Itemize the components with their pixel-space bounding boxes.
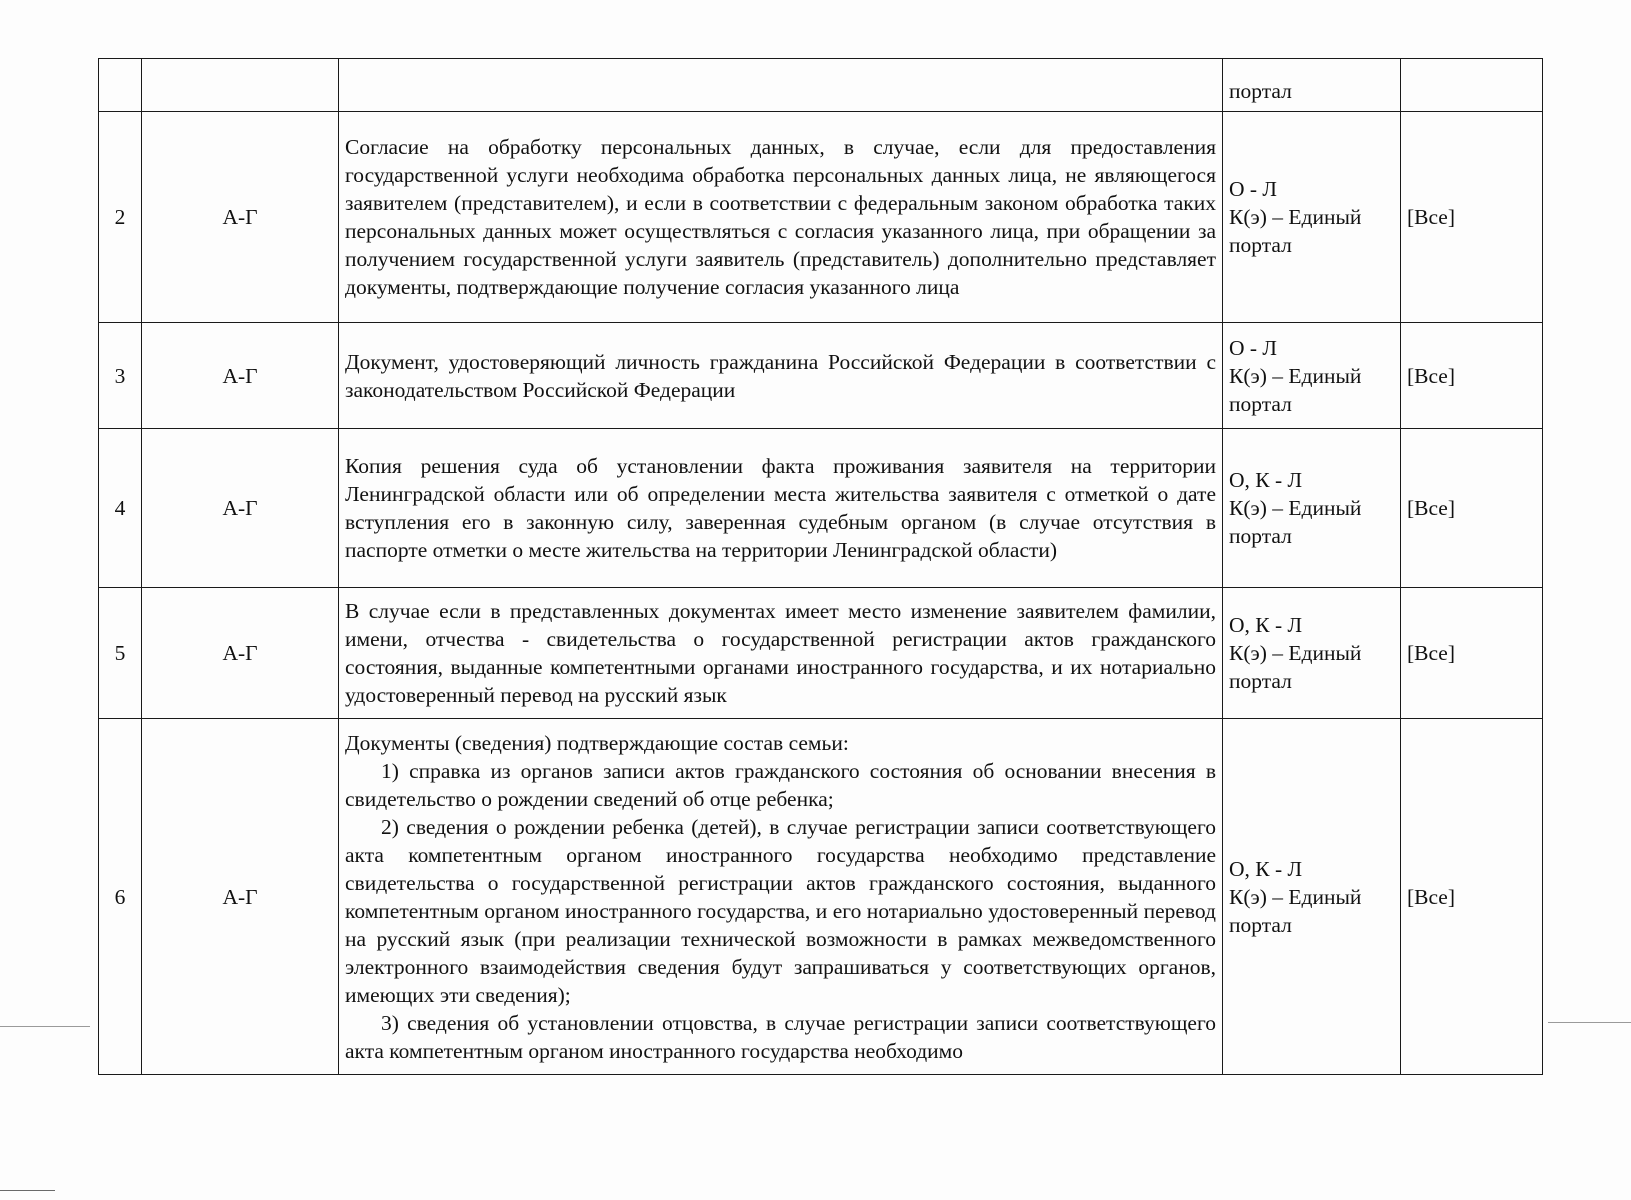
submission-form-cell: [1223, 323, 1401, 429]
recipients-cell: [Все]: [1401, 588, 1543, 719]
applicant-category-cell: [142, 59, 339, 112]
submission-form-line: О - Л: [1229, 335, 1278, 360]
submission-form-line: портал: [1229, 912, 1292, 937]
scan-artifact-line: [1548, 1022, 1631, 1023]
submission-form-line: портал: [1229, 79, 1292, 103]
document-description-cell: В случае если в представленных документах имеет место изменение заявителем фамилии, имени, отчества - свидетельства о государственной регистрации актов гражданского состояния, выданные компетентными органами иностранного государства, и их нотариально удостоверенный перевод на русский язык: [339, 588, 1223, 719]
submission-form-line: портал: [1229, 233, 1292, 257]
submission-form-cell: [1223, 59, 1401, 112]
applicant-category-cell: А-Г: [142, 719, 339, 1075]
submission-form-line: К(э) – Единый: [1229, 496, 1362, 520]
submission-form-line: О - Л: [1229, 177, 1278, 201]
submission-form-line: портал: [1229, 391, 1292, 416]
row-number-cell: 5: [99, 588, 142, 719]
description-intro: Документы (сведения) подтверждающие состав семьи:: [345, 730, 849, 755]
row-number-cell: [99, 59, 142, 112]
document-description-cell: Согласие на обработку персональных данных, в случае, если для предоставления государственной услуги необходима обработка персональных данных лица, не являющегося заявителем (представителем), и если в соответствии с федеральным законом обработка таких персональных данных может осуществляться с согласия указанного лица, при обращении за получением государственной услуги заявитель (представитель) дополнительно представляет документы, подтверждающие получение согласия указанного лица: [339, 112, 1223, 323]
document-description-cell: Документ, удостоверяющий личность гражданина Российской Федерации в соответствии с законодательством Российской Федерации: [339, 323, 1223, 429]
applicant-category-cell: А-Г: [142, 588, 339, 719]
submission-form-line: О, К - Л: [1229, 613, 1303, 637]
document-description-cell: [339, 59, 1223, 112]
table-row: [99, 719, 1543, 1075]
submission-form-line: портал: [1229, 524, 1292, 548]
scan-artifact-line: [0, 1026, 90, 1027]
submission-form-cell: [1223, 112, 1401, 323]
applicant-category-cell: А-Г: [142, 323, 339, 429]
table-row: [99, 429, 1543, 588]
recipients-cell: [Все]: [1401, 112, 1543, 323]
scan-artifact-line: [0, 1190, 55, 1191]
row-number-cell: 3: [99, 323, 142, 429]
submission-form-cell: [1223, 588, 1401, 719]
row-number-cell: 4: [99, 429, 142, 588]
table-row-continuation: [99, 59, 1543, 112]
submission-form-line: О, К - Л: [1229, 468, 1303, 492]
recipients-cell: [Все]: [1401, 429, 1543, 588]
submission-form-line: К(э) – Единый: [1229, 641, 1362, 665]
applicant-category-cell: А-Г: [142, 429, 339, 588]
description-list-item: 2) сведения о рождении ребенка (детей), в случае регистрации записи соответствующего акта компетентным органом иностранного государства необходимо представление свидетельства о государственной регистрации актов гражданского состояния, выданного компетентным органом иностранного государства, и его нотариально удостоверенный перевод на русский язык (при реализации технической возможности в рамках межведомственного электронного взаимодействия сведения будут запрашиваться у соответствующих органов, имеющих эти сведения);: [345, 814, 1216, 1007]
description-list-item: 3) сведения об установлении отцовства, в случае регистрации записи соответствующего акта компетентным органом иностранного государства необходимо: [345, 1010, 1216, 1063]
recipients-cell: [Все]: [1401, 719, 1543, 1075]
submission-form-cell: [1223, 429, 1401, 588]
description-list-item: 1) справка из органов записи актов гражданского состояния об основании внесения в свидетельство о рождении сведений об отце ребенка;: [345, 758, 1216, 811]
row-number-cell: 6: [99, 719, 142, 1075]
submission-form-line: портал: [1229, 669, 1292, 693]
table-row: [99, 112, 1543, 323]
table-row: [99, 588, 1543, 719]
document-description-cell: Копия решения суда об установлении факта проживания заявителя на территории Ленинградской области или об определении места жительства заявителя с отметкой о дате вступления его в законную силу, заверенная судебным органом (в случае отсутствия в паспорте отметки о месте жительства на территории Ленинградской области): [339, 429, 1223, 588]
recipients-cell: [1401, 59, 1543, 112]
submission-form-line: К(э) – Единый: [1229, 884, 1362, 909]
applicant-category-cell: А-Г: [142, 112, 339, 323]
row-number-cell: 2: [99, 112, 142, 323]
submission-form-cell: [1223, 719, 1401, 1075]
documents-table: [98, 58, 1543, 1075]
submission-form-line: О, К - Л: [1229, 856, 1303, 881]
document-description-cell: [339, 719, 1223, 1075]
table-row: [99, 323, 1543, 429]
recipients-cell: [Все]: [1401, 323, 1543, 429]
submission-form-line: К(э) – Единый: [1229, 205, 1362, 229]
submission-form-line: К(э) – Единый: [1229, 363, 1362, 388]
